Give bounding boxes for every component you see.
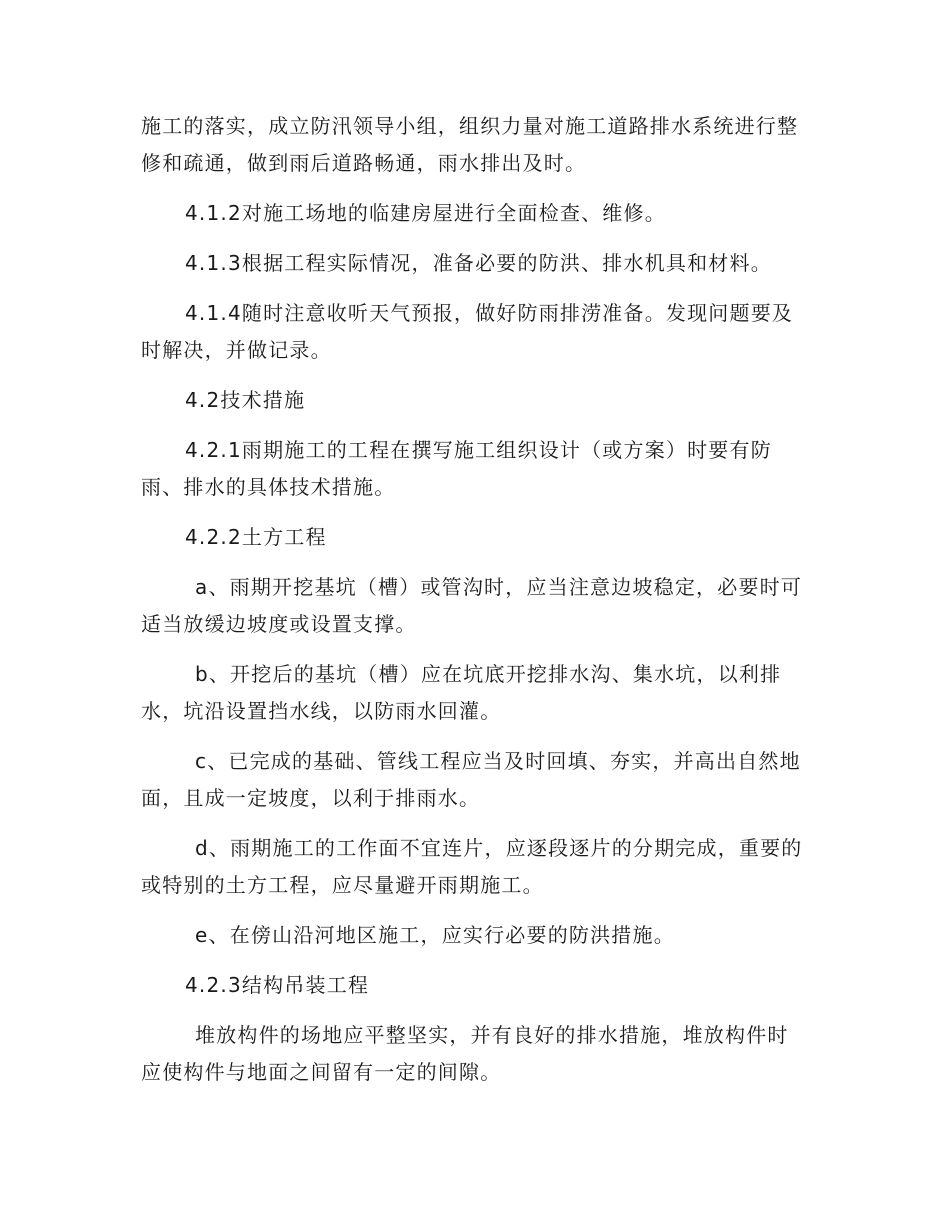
- document-body: [141, 108, 809, 1091]
- heading-4-2-2: 4.2.2土方工程: [185, 525, 327, 549]
- paragraph-item-e: e、在傍山沿河地区施工，应实行必要的防洪措施。: [195, 923, 675, 947]
- heading-4-2-3: 4.2.3结构吊装工程: [185, 973, 370, 997]
- paragraph-4-1-4: 4.1.4随时注意收听天气预报，做好防雨排涝准备。发现问题要及时解决，并做记录。: [141, 301, 794, 362]
- heading-4-2: 4.2技术措施: [185, 388, 306, 412]
- paragraph-item-d: d、雨期施工的工作面不宜连片，应逐段逐片的分期完成，重要的或特别的土方工程，应尽量避开雨期施工。: [141, 836, 803, 897]
- paragraph-4-2-1: 4.2.1雨期施工的工程在撰写施工组织设计（或方案）时要有防雨、排水的具体技术措施。: [141, 438, 772, 499]
- paragraph-item-b: b、开挖后的基坑（槽）应在坑底开挖排水沟、集水坑，以利排水，坑沿设置挡水线，以防雨水回灌。: [141, 662, 782, 723]
- paragraph-flood-control-continuation: 施工的落实，成立防汛领导小组，组织力量对施工道路排水系统进行整修和疏通，做到雨后道路畅通，雨水排出及时。: [141, 114, 799, 175]
- paragraph-component-storage: 堆放构件的场地应平整坚实，并有良好的排水措施，堆放构件时应使构件与地面之间留有一定的间隙。: [141, 1023, 789, 1084]
- paragraph-item-a: a、雨期开挖基坑（槽）或管沟时，应当注意边坡稳定，必要时可适当放缓边坡度或设置支撑。: [141, 575, 803, 636]
- paragraph-item-c: c、已完成的基础、管线工程应当及时回填、夯实，并高出自然地面，且成一定坡度，以利于排雨水。: [141, 749, 801, 810]
- paragraph-4-1-2: 4.1.2对施工场地的临建房屋进行全面检查、维修。: [185, 201, 666, 225]
- paragraph-4-1-3: 4.1.3根据工程实际情况，准备必要的防洪、排水机具和材料。: [185, 251, 772, 275]
